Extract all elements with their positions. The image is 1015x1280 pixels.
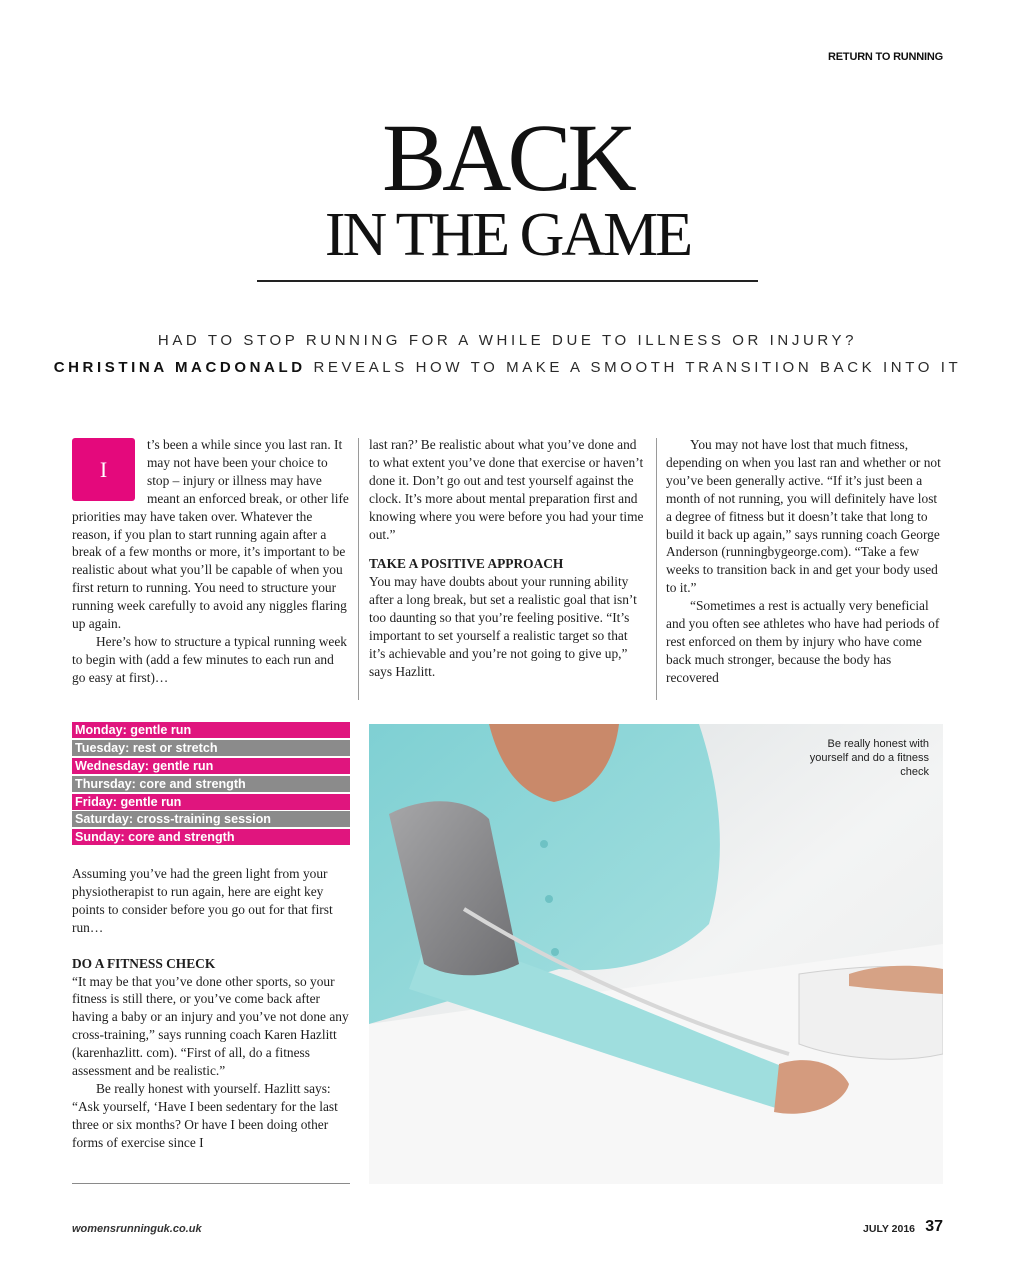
- body-paragraph: Here’s how to structure a typical running week to begin with (add a few minutes to each run and go easy at first)…: [72, 633, 347, 685]
- standfirst-line-2: [0, 354, 1015, 381]
- body-paragraph: You may not have lost that much fitness, depending on when you last ran and whether or not you’ve been generally active. “If it’s just been a month of not running, you will definitely have lost a degree of fitness but it doesn’t take that long to build it back up again,” says running coach George Anderson (runningbygeorge.com). “Take a few weeks to transition back in and get your body used to it.”: [666, 437, 941, 596]
- body-paragraph: Be really honest with yourself. Hazlitt says: “Ask yourself, ‘Have I been sedentary for the last three or six months? Or have I been doing other forms of exercise since I: [72, 1080, 338, 1150]
- schedule-row-saturday: Saturday: cross-training session: [72, 811, 350, 827]
- author-name: CHRISTINA MACDONALD: [53, 359, 306, 376]
- drop-cap: I: [72, 438, 135, 501]
- blood-pressure-photo: [369, 724, 943, 1184]
- schedule-row-wednesday: Wednesday: gentle run: [72, 758, 350, 774]
- column-end-rule: [72, 1183, 350, 1184]
- schedule-row-tuesday: Tuesday: rest or stretch: [72, 740, 350, 756]
- footer-website: womensrunninguk.co.uk: [72, 1223, 202, 1235]
- schedule-row-friday: Friday: gentle run: [72, 794, 350, 810]
- article-column-1-lower: [72, 865, 350, 1152]
- body-paragraph: last ran?’ Be realistic about what you’ve done and to what extent you’ve done that exercise or haven’t done it. Don’t go out and test yourself against the clock. It’s more about mental preparation first and knowing where you were before you had your time out.”: [369, 437, 644, 542]
- column-divider: [358, 438, 359, 700]
- photo-illustration: [369, 724, 943, 1184]
- section-heading: TAKE A POSITIVE APPROACH: [369, 556, 564, 572]
- standfirst-line-1: HAD TO STOP RUNNING FOR A WHILE DUE TO ILLNESS OR INJURY?: [157, 332, 858, 349]
- page-number: 37: [925, 1218, 943, 1235]
- article-column-1: [72, 436, 350, 687]
- section-heading: DO A FITNESS CHECK: [72, 955, 216, 971]
- photo-caption: Be really honest with yourself and do a fitness check: [809, 738, 929, 778]
- schedule-row-monday: Monday: gentle run: [72, 722, 350, 738]
- body-paragraph: Assuming you’ve had the green light from your physiotherapist to run again, here are eight key points to consider before you go out for that first run…: [72, 866, 333, 935]
- body-paragraph: “Sometimes a rest is actually very beneficial and you often see athletes who have had periods of rest enforced on them by injury who have come back much stronger, because the body has recovered: [666, 598, 940, 685]
- article-column-2: [369, 436, 647, 681]
- body-paragraph: You may have doubts about your running ability after a long break, but set a realistic goal that isn’t too daunting so that you’re feeling positive. “It’s important to set yourself a realistic target so that it’s achievable and you’re not going to give up,” says Hazlitt.: [369, 574, 637, 679]
- headline: [0, 104, 1015, 269]
- standfirst-line-2-text: REVEALS HOW TO MAKE A SMOOTH TRANSITION BACK INTO IT: [305, 359, 962, 376]
- standfirst: [0, 327, 1015, 381]
- schedule-row-sunday: Sunday: core and strength: [72, 829, 350, 845]
- footer-date: JULY 2016: [863, 1223, 915, 1235]
- headline-line-2: IN THE GAME: [324, 201, 691, 269]
- section-label: RETURN TO RUNNING: [828, 51, 943, 63]
- schedule-row-thursday: Thursday: core and strength: [72, 776, 350, 792]
- headline-divider: [257, 280, 758, 282]
- headline-line-1: BACK: [382, 104, 633, 211]
- body-paragraph: t’s been a while since you last ran. It may not have been your choice to stop – injury or illness may have meant an enforced break, or other life priorities may have taken over. Whatever the reason, if you plan to start running again after a break of a few months or more, it’s important to be realistic about what you’ll be capable of when you first return to running. You need to structure your running week carefully to avoid any niggles flaring up again.: [72, 437, 349, 632]
- column-divider: [656, 438, 657, 700]
- weekly-schedule: [72, 722, 350, 847]
- article-column-3: [666, 436, 943, 687]
- body-paragraph: “It may be that you’ve done other sports, so your fitness is still there, or you’ve come back after having a baby or an injury and you’ve not done any cross-training,” says running coach Karen Hazlitt (karenhazlitt. com). “First of all, do a fitness assessment and be realistic.”: [72, 973, 349, 1079]
